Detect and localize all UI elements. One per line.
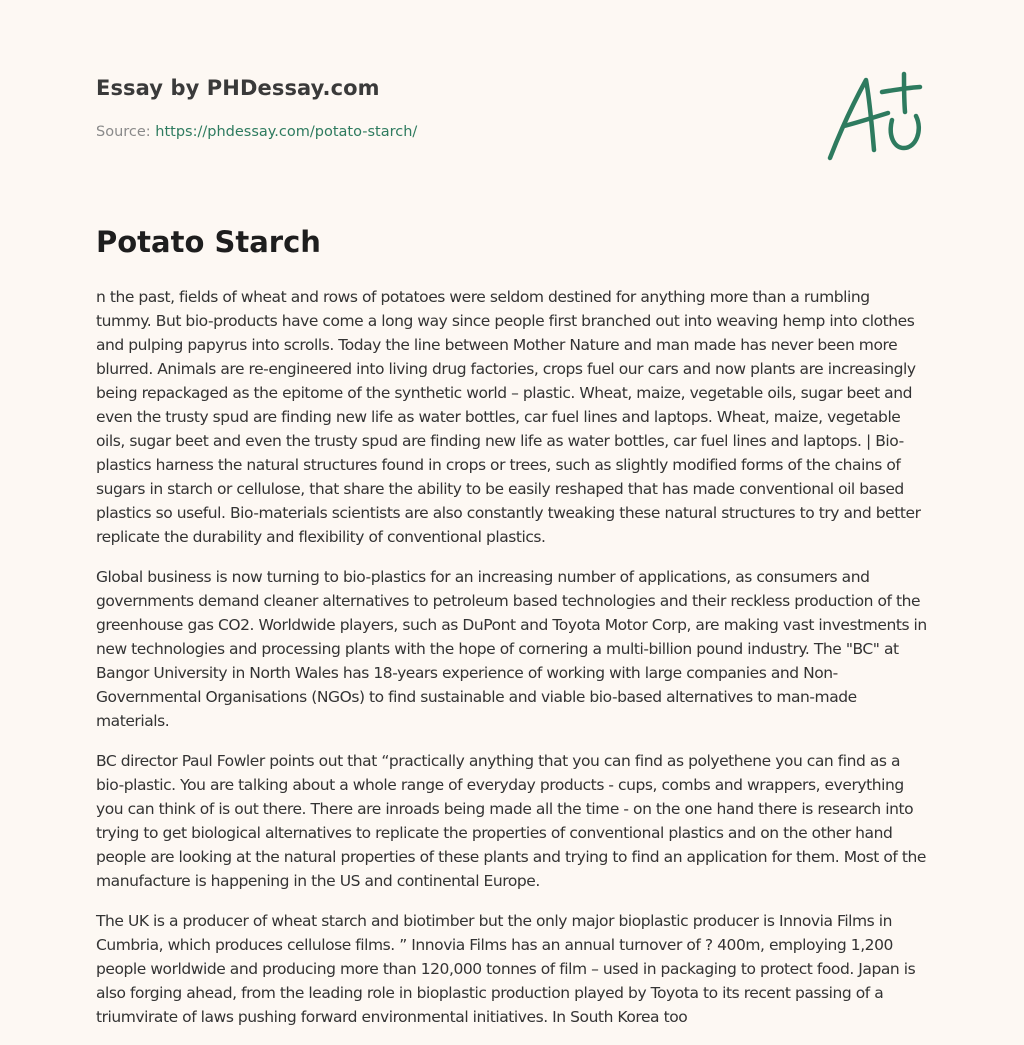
essay-paragraph: Global business is now turning to bio-plastics for an increasing number of applications, as consumers and governments demand cleaner alternatives to petroleum based technologies and their reckless production of the greenhouse gas CO2. Worldwide players, such as DuPont and Toyota Motor Corp, are making vast investments in new technologies and processing plants with the hope of cornering a multi-billion pound industry. The "BC" at Bangor University in North Wales has 18-years experience of working with large companies and Non-Governmental Organisations (NGOs) to find sustainable and viable bio-based alternatives to man-made materials.	[96, 568, 927, 730]
source-label: Source:	[96, 124, 156, 140]
source-link[interactable]: https://phdessay.com/potato-starch/	[155, 124, 418, 140]
essay-paragraph: The UK is a producer of wheat starch and biotimber but the only major bioplastic producer is Innovia Films in Cumbria, which produces cellulose films. ” Innovia Films has an annual turnover of ? 400m, employing 1,200 people worldwide and producing more than 120,000 tonnes of film – used in packaging to protect food. Japan is also forging ahead, from the leading role in bioplastic production played by Toyota to its recent passing of a triumvirate of laws pushing forward environmental initiatives. In South Korea too	[96, 912, 916, 1026]
essay-paragraph: BC director Paul Fowler points out that “practically anything that you can find as polyethene you can find as a bio-plastic. You are talking about a whole range of everyday products - cups, combs and wrappers, everything you can think of is out there. There are inroads being made all the time - on the one hand there is research into trying to get biological alternatives to replicate the properties of conventional plastics and on the other hand people are looking at the natural properties of these plants and trying to find an application for them. Most of the manufacture is happening in the US and continental Europe.	[96, 752, 927, 890]
site-brand: Essay by PHDessay.com	[96, 76, 380, 100]
essay-paragraph: n the past, fields of wheat and rows of potatoes were seldom destined for anything more than a rumbling tummy. But bio-products have come a long way since people first branched out into weaving hemp into clothes and pulping papyrus into scrolls. Today the line between Mother Nature and man made has never been more blurred. Animals are re-engineered into living drug factories, crops fuel our cars and now plants are increasingly being repackaged as the epitome of the synthetic world – plastic. Wheat, maize, vegetable oils, sugar beet and even the trusty spud are finding new life as water bottles, car fuel lines and laptops. Wheat, maize, vegetable oils, sugar beet and even the trusty spud are finding new life as water bottles, car fuel lines and laptops. | Bio-plastics harness the natural structures found in crops or trees, such as slightly modified forms of the chains of sugars in starch or cellulose, that share the ability to be easily reshaped that has made conventional oil based plastics so useful. Bio-materials scientists are also constantly tweaking these natural structures to try and better replicate the durability and flexibility of conventional plastics.	[96, 288, 921, 546]
a-plus-logo-icon	[824, 66, 928, 166]
essay-title: Potato Starch	[96, 225, 321, 259]
source-line	[96, 124, 417, 140]
essay-body	[96, 285, 928, 1045]
